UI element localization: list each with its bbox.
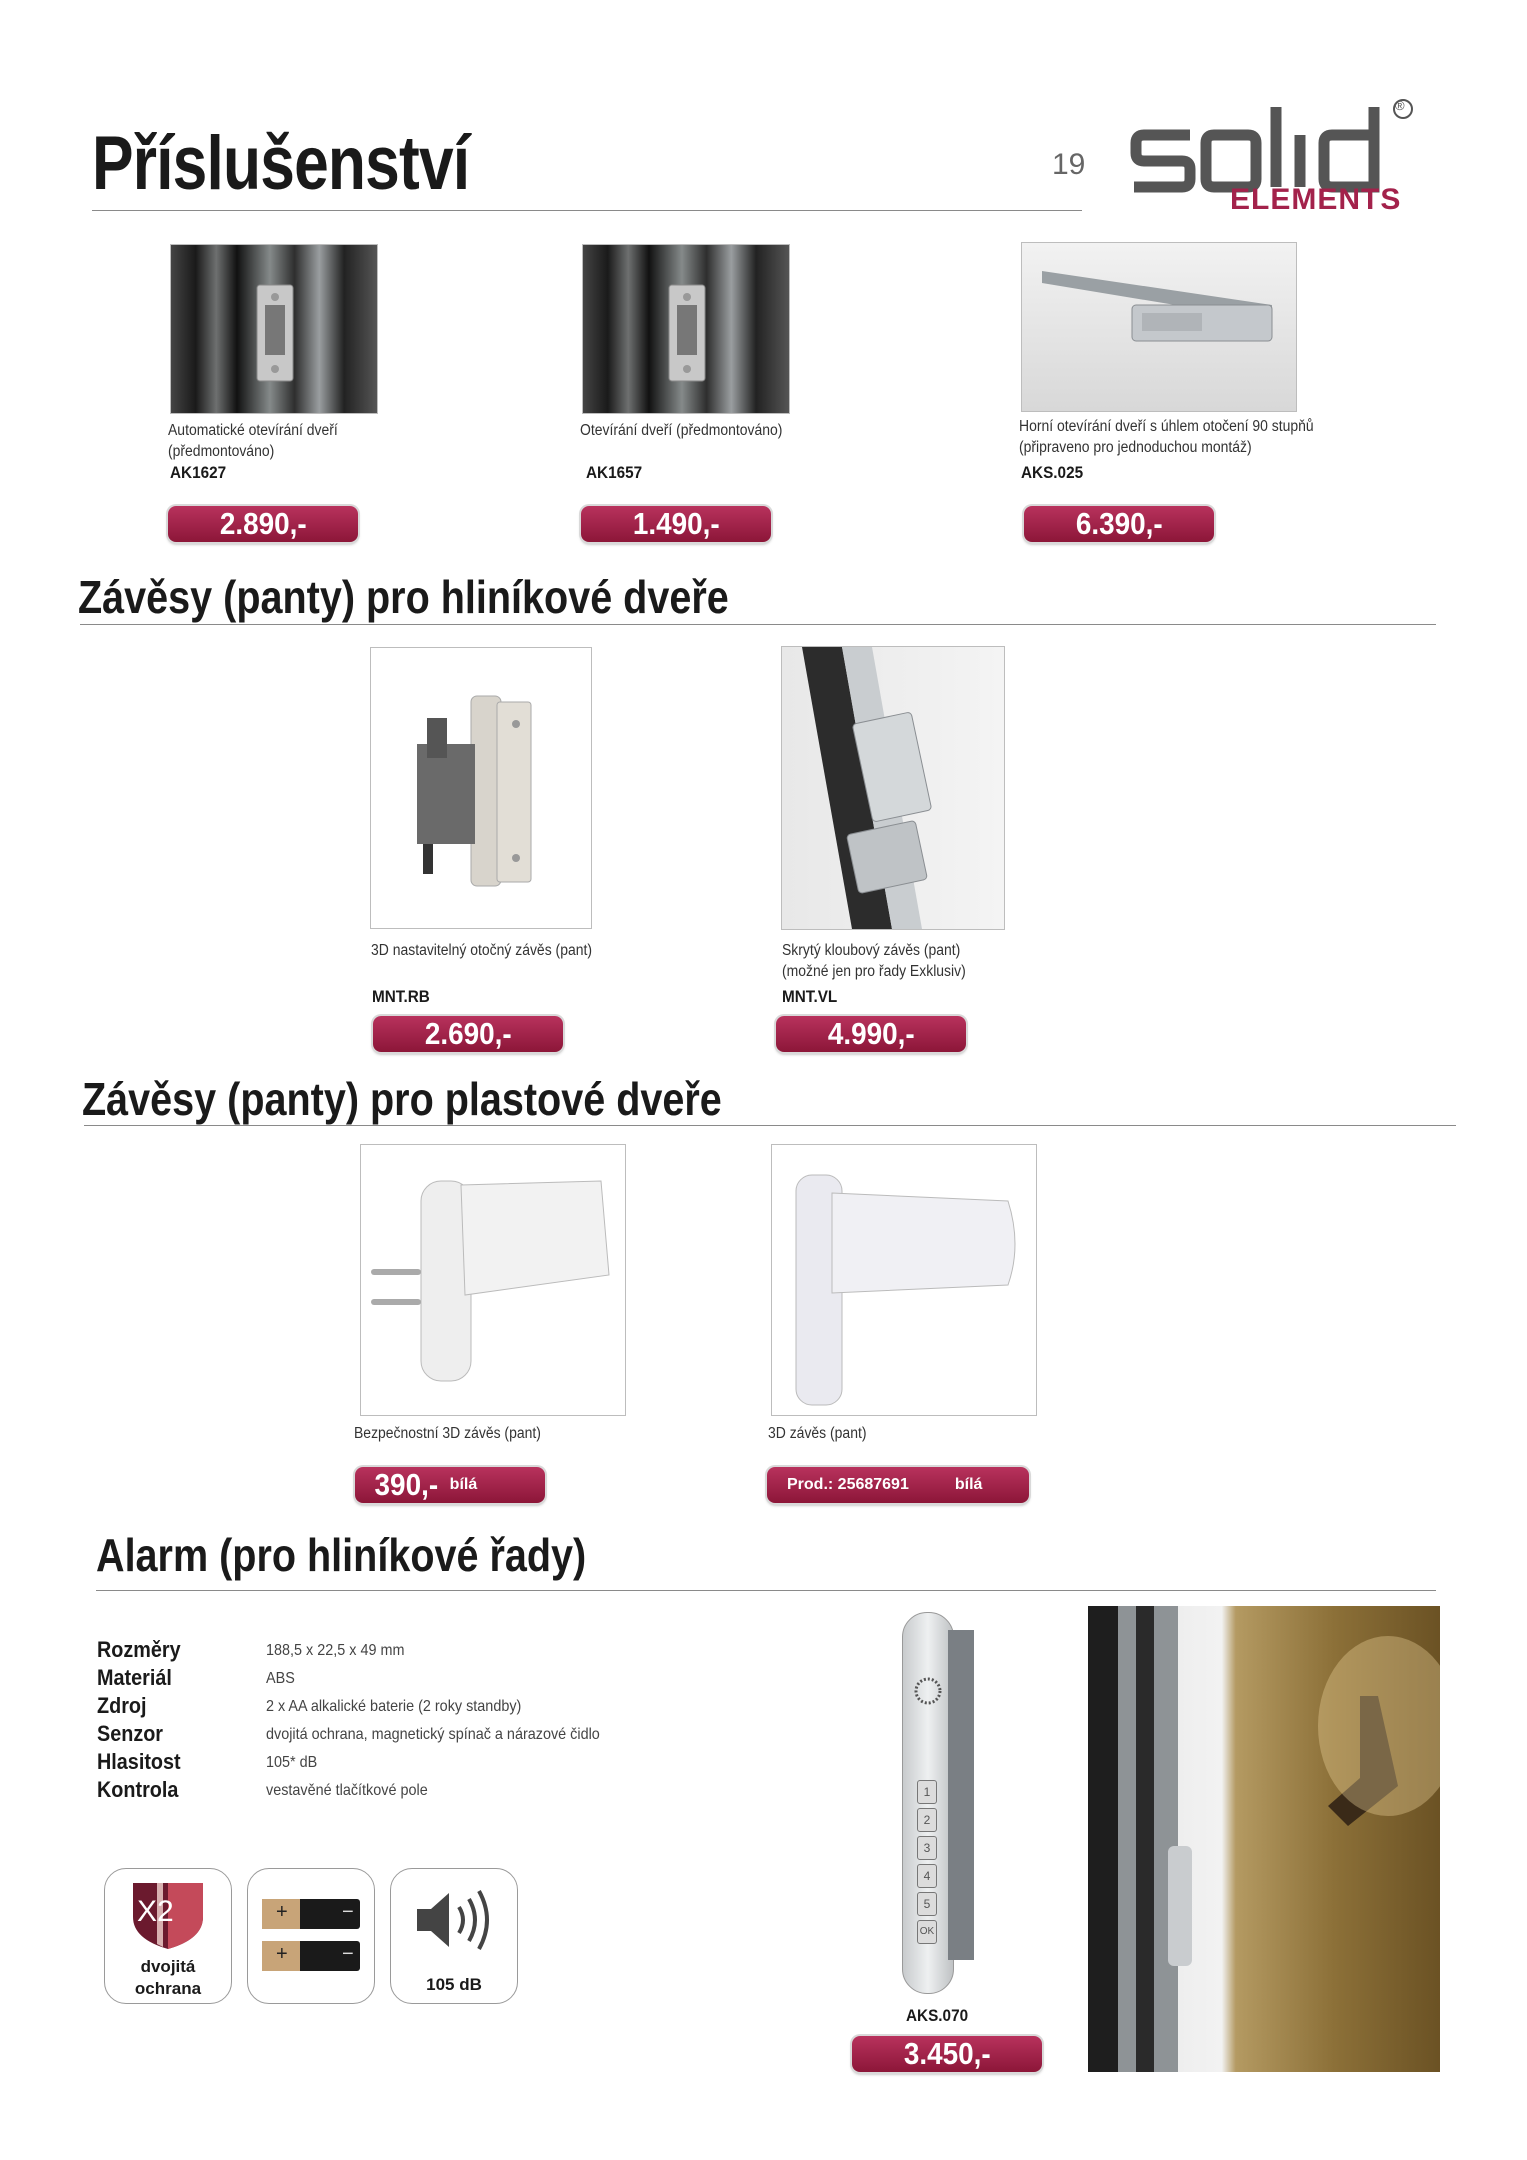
concealed-hinge-icon — [782, 647, 1004, 929]
product-photo-ak1627 — [170, 244, 378, 414]
section-heading-alarm: Alarm (pro hliníkové řady) — [96, 1529, 587, 1581]
keypad-key: 1 — [917, 1780, 937, 1804]
product-photo-3d-hinge — [771, 1144, 1037, 1416]
battery-icon — [262, 1899, 360, 1929]
section-heading-plastic-hinges: Závěsy (panty) pro plastové dveře — [82, 1073, 722, 1125]
price-value: 390,- — [374, 1467, 439, 1502]
price-tag — [852, 2036, 1042, 2072]
spec-label: Senzor — [97, 1721, 164, 1746]
section-rule — [84, 1125, 1456, 1126]
product-code: MNT.VL — [782, 987, 838, 1006]
caption-line: Otevírání dveří (předmontováno) — [580, 422, 783, 439]
battery-plus: + — [276, 1901, 288, 1923]
price-value: 3.450,- — [903, 2036, 991, 2071]
keypad-key: 2 — [917, 1808, 937, 1832]
door-closer-icon — [1022, 243, 1296, 411]
battery-plus: + — [276, 1943, 288, 1965]
price-value: 2.690,- — [424, 1016, 512, 1051]
caption-line: (připraveno pro jednoduchou montáž) — [1019, 439, 1252, 456]
hinge-lock-icon — [171, 245, 377, 413]
battery-minus: − — [342, 1901, 354, 1923]
keypad — [917, 1780, 937, 1948]
caption-line: (předmontováno) — [168, 443, 275, 460]
caption-security-hinge: Bezpečnostní 3D závěs (pant) — [354, 1425, 541, 1442]
spec-value: ABS — [266, 1670, 295, 1687]
spec-value: 188,5 x 22,5 x 49 mm — [266, 1642, 405, 1659]
caption-line: Horní otevírání dveří s úhlem otočení 90 stupňů — [1019, 418, 1314, 435]
spec-label: Kontrola — [97, 1777, 179, 1802]
color-label: bílá — [449, 1476, 478, 1493]
page-title: Příslušenství — [92, 121, 470, 206]
spec-label: Rozměry — [97, 1637, 181, 1662]
product-code: AK1657 — [586, 463, 643, 482]
caption-line: Skrytý kloubový závěs (pant) — [782, 942, 961, 959]
price-tag — [373, 1016, 563, 1052]
price-tag — [1024, 506, 1214, 542]
keypad-key: 5 — [917, 1892, 937, 1916]
brand-logo — [1130, 95, 1430, 215]
product-photo-ak1657 — [582, 244, 790, 414]
spec-value: vestavěné tlačítkové pole — [266, 1782, 428, 1799]
product-code: MNT.RB — [372, 987, 430, 1006]
caption-3d-hinge: 3D závěs (pant) — [768, 1425, 867, 1442]
color-label: bílá — [954, 1476, 983, 1493]
product-number: Prod.: 25687691 — [787, 1476, 909, 1493]
spec-label: Materiál — [97, 1665, 172, 1690]
battery-minus: − — [342, 1943, 354, 1965]
badge-battery — [247, 1868, 375, 2004]
security-hinge-icon — [361, 1145, 625, 1415]
logo-subtitle: ELEMENTS — [1230, 183, 1402, 216]
product-photo-security-hinge — [360, 1144, 626, 1416]
hinge-lock-icon — [583, 245, 789, 413]
product-photo-aks025 — [1021, 242, 1297, 412]
spec-value: 105* dB — [266, 1754, 318, 1771]
product-photo-mnt-rb — [370, 647, 592, 929]
3d-hinge-icon — [772, 1145, 1036, 1415]
badge-line: 105 dB — [426, 1975, 482, 1994]
caption-line: Automatické otevírání dveří — [168, 422, 338, 439]
badge-sound — [390, 1868, 518, 2004]
section-rule — [96, 1590, 1436, 1591]
badge-line: ochrana — [134, 1979, 202, 1998]
caption-mnt-rb — [371, 940, 592, 961]
speaker-grille-icon — [913, 1673, 943, 1709]
protection-symbol: X2 — [137, 1895, 174, 1928]
caption-ak1657 — [580, 420, 782, 441]
price-value: 4.990,- — [827, 1016, 915, 1051]
price-tag — [355, 1467, 545, 1503]
price-value: 2.890,- — [219, 506, 307, 541]
spec-label: Zdroj — [97, 1693, 147, 1718]
product-code: AK1627 — [170, 463, 227, 482]
caption-line: 3D nastavitelný otočný závěs (pant) — [371, 942, 592, 959]
badge-double-protection — [104, 1868, 232, 2004]
price-tag — [581, 506, 771, 542]
product-code: AKS.070 — [906, 2006, 969, 2025]
caption-mnt-vl — [782, 940, 966, 982]
price-value: 1.490,- — [632, 506, 720, 541]
keypad-key: OK — [917, 1920, 937, 1944]
title-rule — [92, 210, 1082, 211]
price-tag — [776, 1016, 966, 1052]
product-code: AKS.025 — [1021, 463, 1084, 482]
caption-ak1627 — [168, 420, 338, 462]
page-number: 19 — [1052, 148, 1086, 181]
battery-icon — [262, 1941, 360, 1971]
caption-line: (možné jen pro řady Exklusiv) — [782, 963, 966, 980]
section-heading-alu-hinges: Závěsy (panty) pro hliníkové dveře — [78, 571, 729, 623]
registered-mark: ® — [1395, 98, 1405, 113]
price-tag — [168, 506, 358, 542]
speaker-icon — [413, 1885, 497, 1955]
spec-value: 2 x AA alkalické baterie (2 roky standby) — [266, 1698, 522, 1715]
alarm-installed-photo — [1088, 1606, 1440, 2072]
keypad-key: 4 — [917, 1864, 937, 1888]
caption-aks025 — [1019, 416, 1314, 458]
door-frame-icon — [1088, 1606, 1440, 2072]
product-number-tag — [767, 1467, 1029, 1503]
price-value: 6.390,- — [1075, 506, 1163, 541]
spec-value: dvojitá ochrana, magnetický spínač a nárazové čidlo — [266, 1726, 600, 1743]
product-photo-mnt-vl — [781, 646, 1005, 930]
badge-line: dvojitá — [140, 1957, 196, 1976]
keypad-key: 3 — [917, 1836, 937, 1860]
3d-hinge-icon — [371, 648, 591, 928]
alarm-device-body — [948, 1630, 974, 1960]
section-rule — [80, 624, 1436, 625]
spec-label: Hlasitost — [97, 1749, 181, 1774]
